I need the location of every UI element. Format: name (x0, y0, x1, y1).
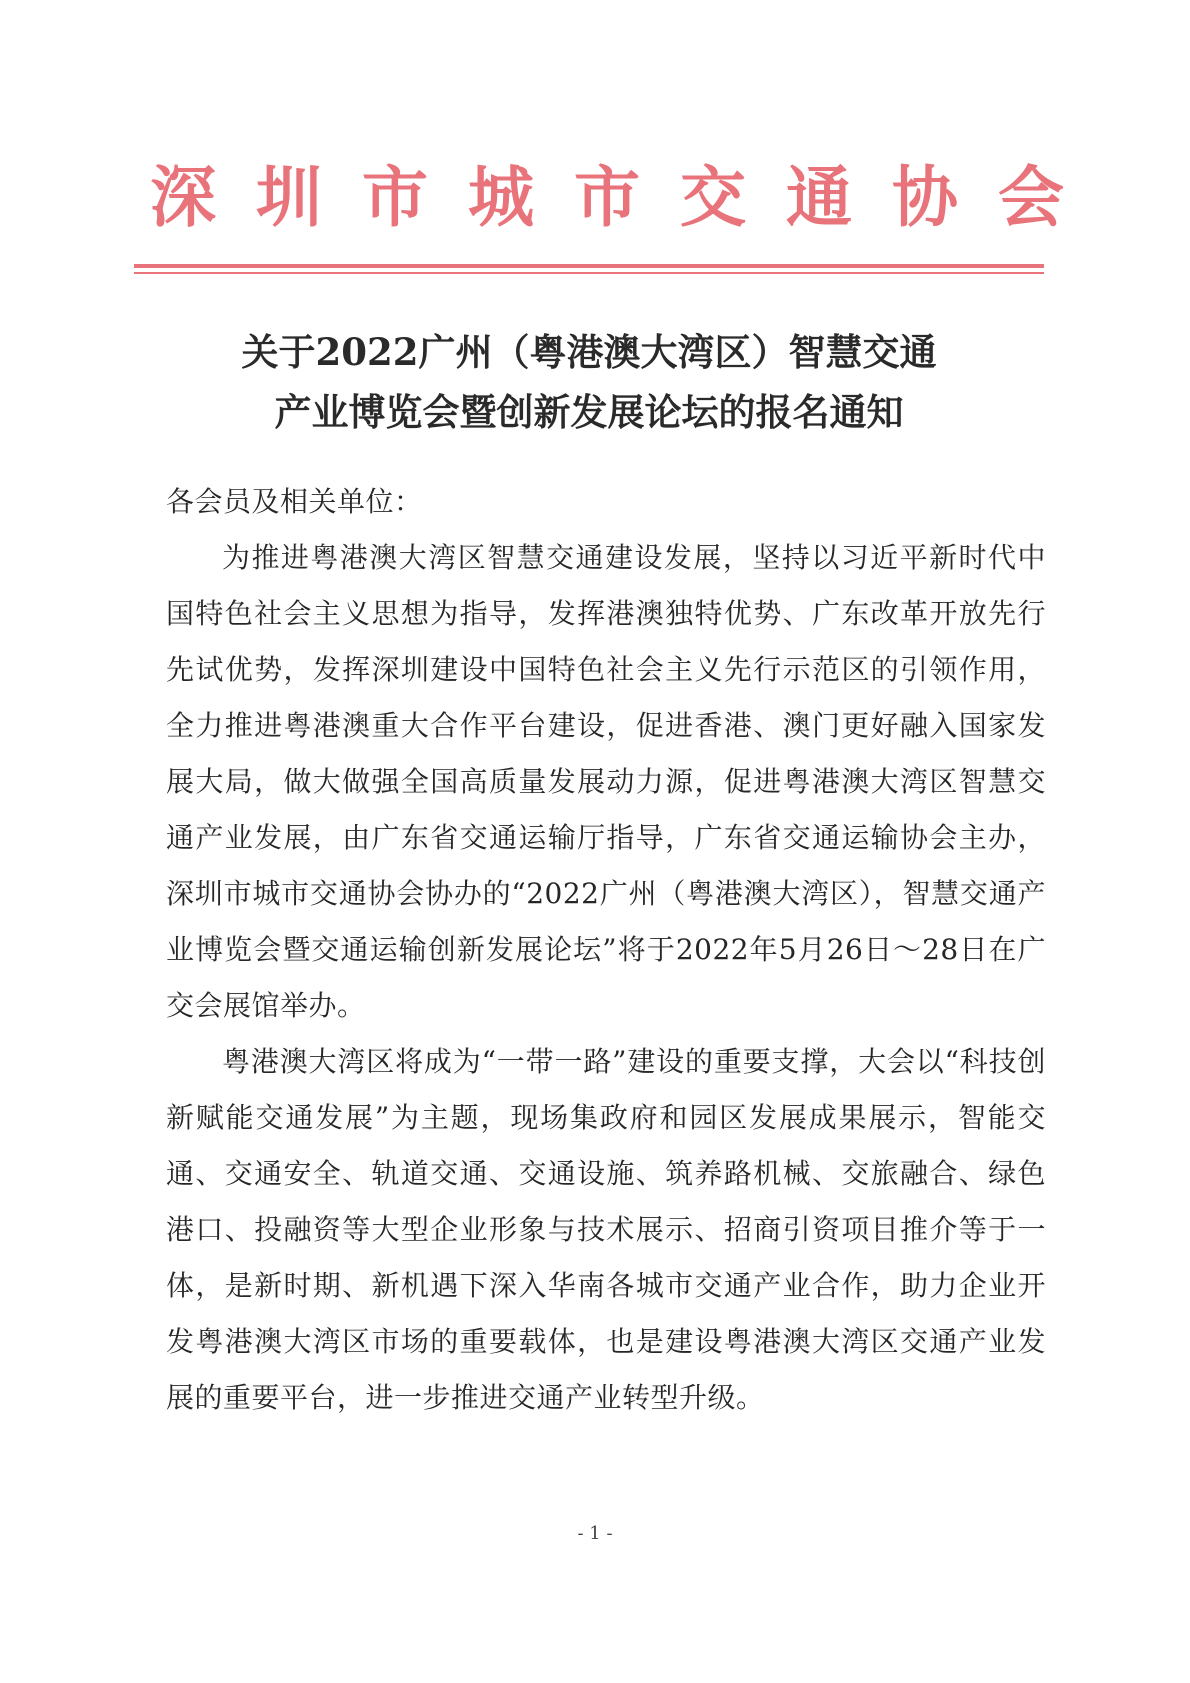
document-title (134, 322, 1044, 442)
page-number: - 1 - (577, 1523, 613, 1544)
title-line-1: 关于2022广州（粤港澳大湾区）智慧交通 (241, 330, 937, 374)
document-body (166, 474, 1046, 1426)
salutation: 各会员及相关单位： (166, 485, 423, 518)
paragraph-2: 粤港澳大湾区将成为“一带一路”建设的重要支撑，大会以“科技创新赋能交通发展”为主题，现场集政府和园区发展成果展示，智能交通、交通安全、轨道交通、交通设施、筑养路机械、交旅融合、绿色港口、投融资等大型企业形象与技术展示、招商引资项目推介等于一体，是新时期、新机遇下深入华南各城市交通产业合作，助力企业开发粤港澳大湾区市场的重要载体，也是建设粤港澳大湾区交通产业发展的重要平台，进一步推进交通产业转型升级。 (166, 1045, 1046, 1414)
header-rule-thick (134, 264, 1044, 268)
organization-header: 深圳市城市交通协会 (150, 159, 1104, 236)
header-rule-thin (134, 272, 1044, 274)
title-line-2: 产业博览会暨创新发展论坛的报名通知 (274, 390, 904, 434)
paragraph-1: 为推进粤港澳大湾区智慧交通建设发展，坚持以习近平新时代中国特色社会主义思想为指导，发挥港澳独特优势、广东改革开放先行先试优势，发挥深圳建设中国特色社会主义先行示范区的引领作用，全力推进粤港澳重大合作平台建设，促进香港、澳门更好融入国家发展大局，做大做强全国高质量发展动力源，促进粤港澳大湾区智慧交通产业发展，由广东省交通运输厅指导，广东省交通运输协会主办，深圳市城市交通协会协办的“2022广州（粤港澳大湾区），智慧交通产业博览会暨交通运输创新发展论坛”将于2022年5月26日～28日在广交会展馆举办。 (166, 541, 1046, 1022)
